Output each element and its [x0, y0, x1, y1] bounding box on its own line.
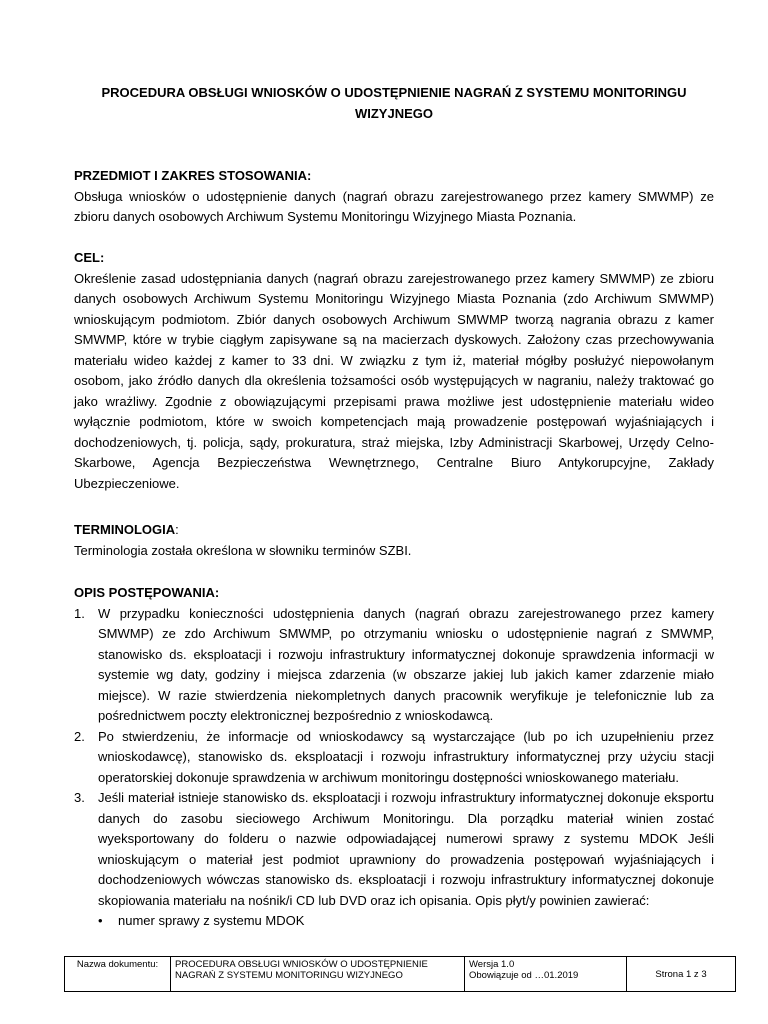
footer-doc-name	[171, 957, 465, 991]
footer-doc-name-line-1: PROCEDURA OBSŁUGI WNIOSKÓW O UDOSTĘPNIENIE	[175, 959, 428, 970]
terminology-section	[74, 520, 714, 561]
footer-version-cell	[465, 957, 627, 991]
step-text: W przypadku konieczności udostępnienia danych (nagrań obrazu zarejestrowanego przez kamery SMWMP) ze zdo Archiwum SMWMP, po otrzymaniu wniosku o udostępnienie nagrań z SMWMP, stanowisko ds. eksploatacji i rozwoju infrastruktury informatycznej dokonuje sprawdzenia informacji w systemie wg daty, godziny i miejsca zdarzenia (w obszarze jakiej lub jakich kamer zdarzenie miało miejsce). W razie stwierdzenia niekompletnych danych pracownik weryfikuje je telefonicznie lub za pośrednictwem poczty elektronicznej bezpośrednio z wnioskodawcą.	[98, 605, 714, 723]
terminology-heading-colon: :	[175, 522, 179, 537]
title-line-1: PROCEDURA OBSŁUGI WNIOSKÓW O UDOSTĘPNIENIE NAGRAŃ Z SYSTEMU MONITORINGU	[101, 85, 687, 100]
step-text: Jeśli materiał istnieje stanowisko ds. eksploatacji i rozwoju infrastruktury informatycznej dokonuje eksportu danych do zasobu sieciowego Archiwum Monitoringu. Dla porządku materiał winien zostać wyeksportowany do folderu o nazwie odpowiadającej numerowi sprawy z systemu MDOK Jeśli wnioskującym o materiał jest podmiot uprawniony do prowadzenia postępowań wyjaśniających i dochodzeniowych wówczas stanowisko ds. eksploatacji i rozwoju infrastruktury informatycznej dokonuje skopiowania materiału na nośnik/i CD lub DVD oraz ich opisania. Opis płyt/y powinien zawierać:	[98, 790, 714, 908]
procedure-step-1	[74, 604, 714, 727]
step-number: 2.	[74, 728, 85, 744]
terminology-heading-text: TERMINOLOGIA	[74, 522, 176, 537]
procedure-step-2	[74, 727, 714, 789]
footer-version: Wersja 1.0	[469, 959, 515, 970]
bullet-icon: •	[98, 913, 103, 928]
document-title	[74, 82, 714, 124]
goal-text: Określenie zasad udostępniania danych (nagrań obrazu zarejestrowanego przez kamery SMWMP) ze zbioru danych osobowych Archiwum Systemu Monitoringu Wizyjnego Miasta Poznania (zdo Archiwum SMWMP) wnioskującym podmiotom. Zbiór danych osobowych Archiwum SMWMP tworzą nagrania obrazu z kamer SMWMP, które w trybie ciągłym zapisywane są na macierzach dyskowych. Założony czas przechowywania materiału wideo każdej z kamer to 33 dni. W związku z tym iż, materiał mógłby posłużyć niepowołanym osobom, jako źródło danych dla określenia tożsamości osób występujących w nagraniu, należy traktować go jako wrażliwy. Zgodnie z obowiązującymi przepisami prawa możliwe jest udostępnienie materiału wideo wyłącznie podmiotom, które w swoich kompetencjach mają prowadzenie postępowań wyjaśniających i dochodzeniowych, tj. policja, sądy, prokuratura, straż miejska, Izby Administracji Skarbowej, Urzędy Celno-Skarbowe, Agencja Bezpieczeństwa Wewnętrznego, Centralne Biuro Antykorupcyjne, Zakłady Ubezpieczeniowe.	[74, 270, 714, 491]
document-footer-table	[64, 956, 736, 992]
goal-section	[74, 248, 714, 494]
step-number: 1.	[74, 605, 85, 621]
step-number: 3.	[74, 790, 85, 805]
bullet-item	[74, 911, 714, 932]
terminology-heading	[74, 520, 714, 541]
scope-heading: PRZEDMIOT I ZAKRES STOSOWANIA:	[74, 168, 312, 183]
title-line-2: WIZYJNEGO	[354, 106, 433, 121]
footer-page-number: Strona 1 z 3	[655, 969, 707, 980]
footer-doc-name-label: Nazwa dokumentu:	[65, 957, 171, 991]
procedure-heading: OPIS POSTĘPOWANIA:	[74, 585, 220, 600]
scope-text: Obsługa wniosków o udostępnienie danych (nagrań obrazu zarejestrowanego przez kamery SMWMP) ze zbioru danych osobowych Archiwum Systemu Monitoringu Wizyjnego Miasta Poznania.	[74, 188, 714, 224]
procedure-section	[74, 583, 714, 932]
procedure-steps	[74, 604, 714, 912]
step-text: Po stwierdzeniu, że informacje od wnioskodawcy są wystarczające (lub po ich uzupełnieniu przez wnioskodawcę), stanowisko ds. eksploatacji i rozwoju infrastruktury informatycznej przy użyciu stacji operatorskiej dokonuje sprawdzenia w archiwum monitoringu dostępności wnioskowanego materiału.	[98, 728, 714, 785]
procedure-step-3	[74, 788, 714, 911]
scope-section	[74, 166, 714, 228]
footer-doc-name-line-2: NAGRAŃ Z SYSTEMU MONITORINGU WIZYJNEGO	[175, 970, 403, 981]
terminology-text: Terminologia została określona w słowniku terminów SZBI.	[74, 542, 412, 558]
bullet-text: numer sprawy z systemu MDOK	[118, 913, 305, 928]
footer-effective-date: Obowiązuje od …01.2019	[469, 970, 579, 981]
goal-heading: CEL:	[74, 250, 105, 265]
